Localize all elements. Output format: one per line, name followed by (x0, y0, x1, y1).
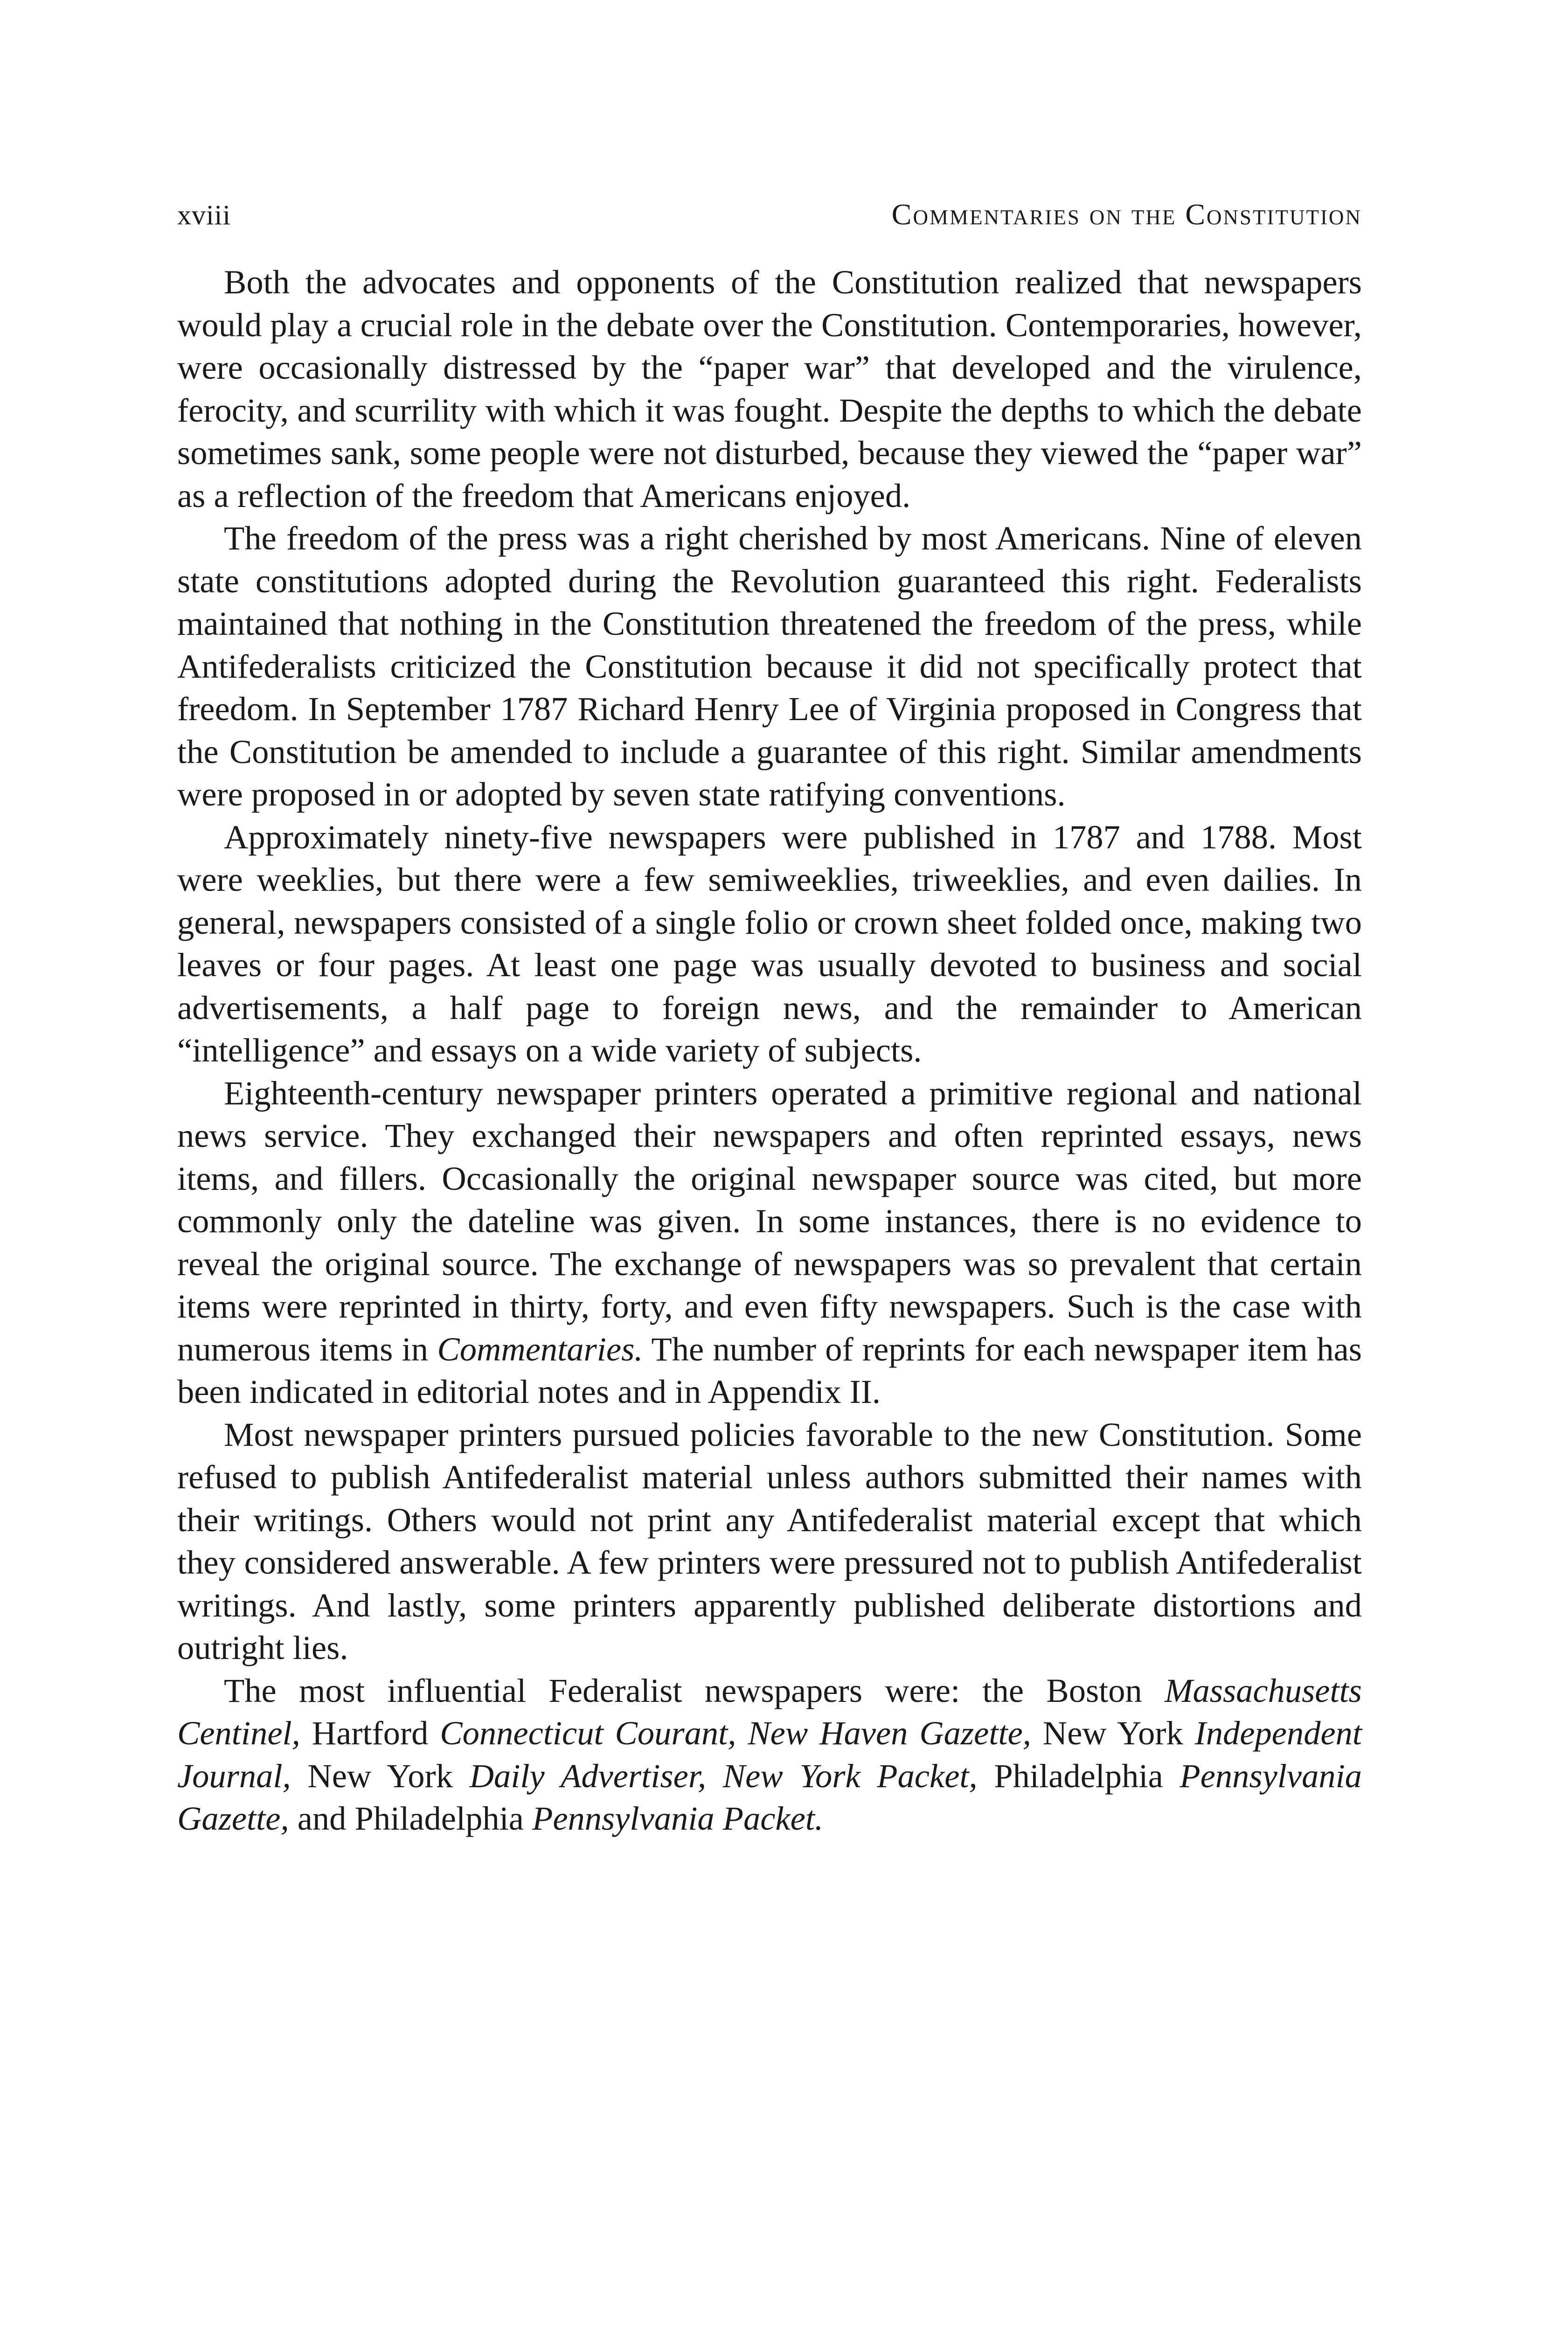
italic-text-run: Connecticut Courant, New Haven Gazette, (440, 1714, 1031, 1752)
text-run: The number of reprints for each newspaper item has been indicated in editorial notes and in Appendix II. (177, 1330, 1362, 1410)
italic-text-run: Massachusetts Centinel, (177, 1671, 1362, 1752)
paragraph (177, 1072, 1362, 1413)
text-run: Approximately ninety-five newspapers were published in 1787 and 1788. Most were weeklies, but there were a few semiweeklies, triweeklies, and even dailies. In general, newspapers consisted of a single folio or crown sheet folded once, making two leaves or four pages. At least one page was usually devoted to business and social advertisements, a half page to foreign news, and the remainder to American “intelligence” and essays on a wide variety of subjects. (177, 818, 1362, 1069)
text-run: New York (291, 1756, 470, 1795)
running-title: Commentaries on the Constitution (891, 198, 1362, 231)
italic-text-run: Pennsylvania Packet. (532, 1799, 824, 1837)
paragraph (177, 517, 1362, 816)
paragraph (177, 1413, 1362, 1669)
paragraph (177, 816, 1362, 1072)
italic-text-run: Commentaries. (437, 1330, 643, 1368)
italic-text-run: Daily Advertiser, New York Packet, (469, 1756, 978, 1795)
book-page (177, 196, 1362, 1840)
text-run: Eighteenth-century newspaper printers operated a primitive regional and national news service. They exchanged their newspapers and often reprinted essays, news items, and fillers. Occasionally the original newspaper source was cited, but more commonly only the dateline was given. In some instances, there is no evidence to reveal the original source. The exchange of newspapers was so prevalent that certain items were reprinted in thirty, forty, and even fifty newspapers. Such is the case with numerous items in (177, 1074, 1362, 1368)
body-text (177, 261, 1362, 1840)
text-run: Philadelphia (977, 1756, 1180, 1795)
italic-text-run: Independent Journal, (177, 1714, 1362, 1795)
text-run: New York (1031, 1714, 1195, 1752)
page-number: xviii (177, 200, 231, 230)
text-run: Hartford (300, 1714, 440, 1752)
text-run: Most newspaper printers pursued policies favorable to the new Constitution. Some refused to publish Antifederalist material unless authors submitted their names with their writings. Others would not print any Antifederalist material except that which they considered answerable. A few printers were pressured not to publish Antifederalist writings. And lastly, some printers apparently published deliberate distortions and outright lies. (177, 1415, 1362, 1666)
text-run: and Philadelphia (289, 1799, 533, 1837)
running-head (177, 196, 1362, 234)
text-run: Both the advocates and opponents of the Constitution realized that newspapers would play a crucial role in the debate over the Constitution. Contemporaries, however, were occasionally distressed by the “paper war” that developed and the virulence, ferocity, and scurrility with which it was fought. Despite the depths to which the debate sometimes sank, some people were not disturbed, because they viewed the “paper war” as a reflection of the freedom that Americans enjoyed. (177, 263, 1362, 514)
paragraph (177, 1669, 1362, 1840)
italic-text-run: Pennsylvania Gazette, (177, 1756, 1362, 1837)
paragraph (177, 261, 1362, 517)
text-run: The freedom of the press was a right cherished by most Americans. Nine of eleven state constitutions adopted during the Revolution guaranteed this right. Federalists maintained that nothing in the Constitution threatened the freedom of the press, while Antifederalists criticized the Constitution because it did not specifically protect that freedom. In September 1787 Richard Henry Lee of Virginia proposed in Congress that the Constitution be amended to include a guarantee of this right. Similar amendments were proposed in or adopted by seven state ratifying conventions. (177, 519, 1362, 813)
text-run: The most influential Federalist newspapers were: the Boston (224, 1671, 1165, 1709)
